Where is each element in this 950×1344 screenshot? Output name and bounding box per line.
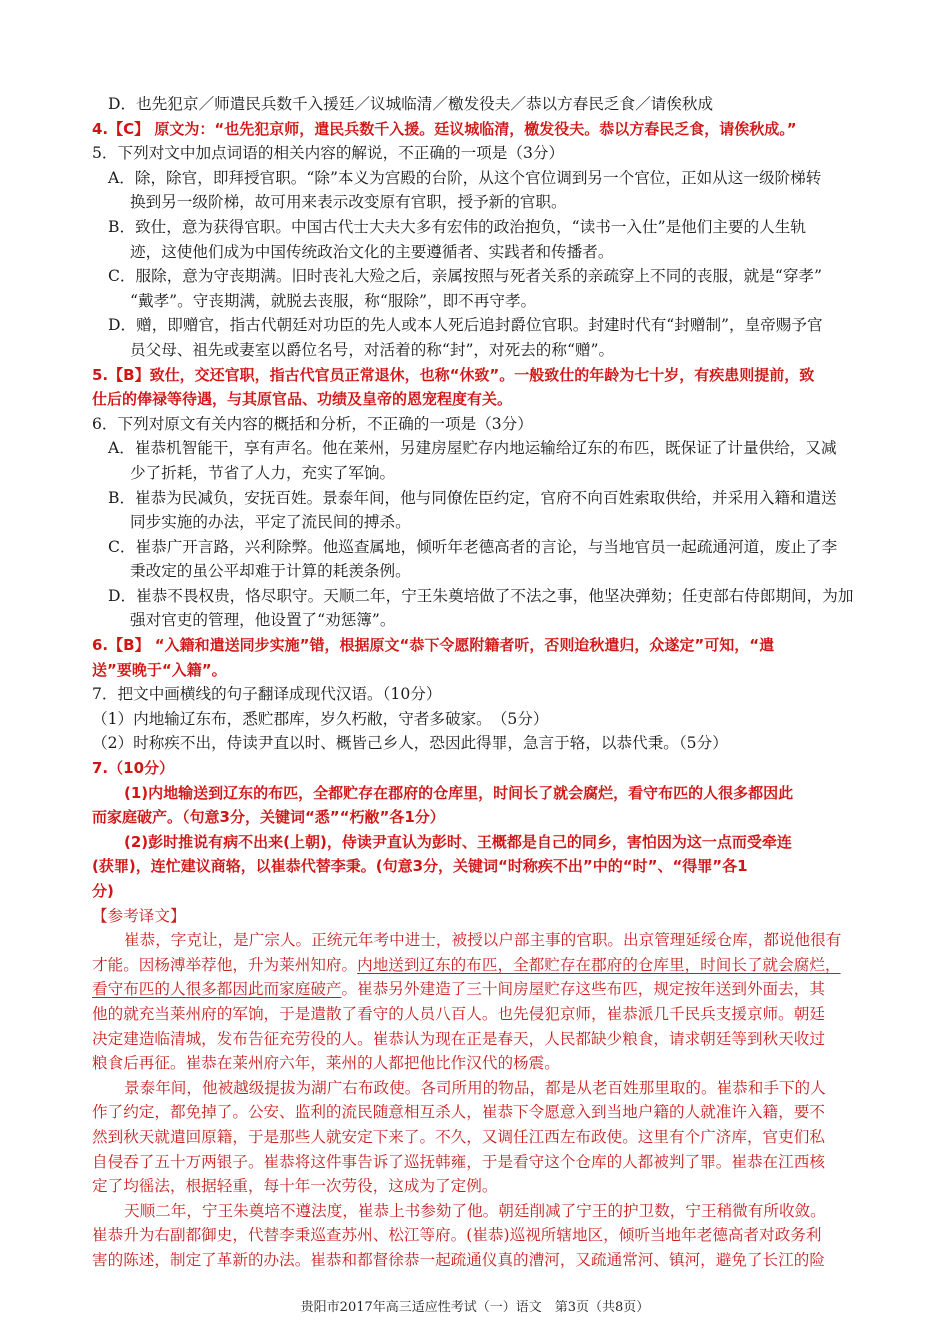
line-text: 自侵吞了五十万两银子。崔恭将这件事告诉了巡抚韩雍，于是看守这个仓库的人都被判了罪。崔恭在江西核 — [92, 1152, 825, 1171]
line-text: 天顺二年，宁王朱奠培不遵法度，崔恭上书参劾了他。朝廷削减了宁王的护卫数，宁王稍微有所收敛。 — [124, 1201, 826, 1220]
line-text: 员父母、祖先或妻室以爵位名号，对活着的称“封”，对死去的称“赠”。 — [130, 340, 615, 359]
text-line — [92, 264, 868, 289]
line-text: 崔恭，字克让，是广宗人。正统元年考中进士，被授以户部主事的官职。出京管理延绥仓库，都说他很有 — [124, 931, 842, 950]
line-text: C．服除，意为守丧期满。旧时丧礼大殓之后，亲属按照与死者关系的亲疏穿上不同的丧服，就是“穿孝” — [108, 267, 823, 286]
line-text: 同步实施的办法，平定了流民间的搏杀。 — [130, 513, 411, 532]
line-text: 才能。因杨溥举荐他，升为莱州知府。 — [92, 955, 358, 974]
text-line — [92, 535, 868, 560]
text-line — [92, 1100, 868, 1125]
text-line — [92, 240, 868, 265]
text-line — [92, 117, 868, 142]
line-text: 6．下列对原文有关内容的概括和分析，不正确的一项是（3分） — [92, 414, 533, 433]
text-line — [92, 166, 868, 191]
line-text: 景泰年间，他被越级提拔为湖广右布政使。各司所用的物品，都是从老百姓那里取的。崔恭和手下的人 — [124, 1078, 826, 1097]
text-line — [92, 1076, 868, 1101]
line-text: 分) — [92, 882, 114, 900]
line-text: 强对官吏的管理，他设置了“劝惩簿”。 — [130, 611, 396, 630]
line-text: 7.（10分） — [92, 759, 175, 778]
line-text: D．赠，即赠官，指古代朝廷对功臣的先人或本人死后追封爵位官职。封建时代有“封赠制”，皇帝赐予官 — [108, 316, 823, 335]
text-line — [92, 1223, 868, 1248]
text-line — [92, 1199, 868, 1224]
line-text: 送”要晚于“入籍”。 — [92, 660, 227, 679]
line-text: 仕后的俸禄等待遇，与其原官品、功绩及皇帝的恩宠程度有关。 — [92, 390, 513, 409]
text-line — [92, 904, 868, 929]
text-line — [92, 387, 868, 412]
page-content — [92, 92, 868, 1273]
text-line — [92, 559, 868, 584]
text-line — [92, 215, 868, 240]
text-line — [92, 781, 868, 806]
text-line — [92, 1051, 868, 1076]
line-text: 定了均徭法，根据轻重，每十年一次劳役，这成为了定例。 — [92, 1177, 498, 1196]
line-text: 作了约定，都免掉了。公安、监利的流民随意相互杀人，崔恭下令愿意入到当地户籍的人就准许入籍，要不 — [92, 1103, 825, 1122]
text-line — [92, 510, 868, 535]
line-text: 决定建造临清城，发布告征充劳役的人。崔恭认为现在正是春天，人民都缺少粮食，请求朝廷等到秋天收过 — [92, 1029, 825, 1048]
text-line — [92, 879, 868, 904]
text-line — [92, 830, 868, 855]
text-line — [92, 658, 868, 683]
text-line — [92, 412, 868, 437]
text-line — [92, 289, 868, 314]
text-line — [92, 363, 868, 388]
text-line — [92, 584, 868, 609]
line-text: 6.【B】 “入籍和遣送同步实施”错，根据原文“恭下令愿附籍者听，否则迨秋遣归，众遂定”可知，“遣 — [92, 636, 775, 655]
text-line — [92, 1027, 868, 1052]
text-line — [92, 953, 868, 978]
line-text: D．崔恭不畏权贵，恪尽职守。天顺二年，宁王朱奠培做了不法之事，他坚决弹劾；任吏部右侍郎期间，为加 — [108, 586, 854, 605]
line-text: 崔恭升为右副都御史，代替李秉巡查苏州、松江等府。(崔恭)巡视所辖地区，倾听当地年老德高者对政务利 — [92, 1226, 822, 1245]
underlined-text: 看守布匹的人很多都因此而家庭破产 — [92, 980, 342, 999]
line-text: 害的陈述，制定了革新的办法。崔恭和都督徐恭一起疏通仪真的漕河，又疏通常河、镇河，避免了长江的险 — [92, 1250, 825, 1269]
text-line — [92, 1150, 868, 1175]
line-text: 。崔恭另外建造了三十间房屋贮存这些布匹，规定按年送到外面去，其 — [341, 980, 825, 999]
line-text: 少了折耗，节省了人力，充实了军饷。 — [130, 463, 396, 482]
line-text: 【参考译文】 — [92, 906, 186, 925]
line-text: “戴孝”。守丧期满，就脱去丧服，称“服除”，即不再守孝。 — [130, 291, 537, 310]
text-line — [92, 486, 868, 511]
line-text: B．致仕，意为获得官职。中国古代士大夫大多有宏伟的政治抱负，“读书一入仕”是他们主要的人生轨 — [108, 217, 806, 236]
line-text: (1)内地输送到辽东的布匹，全都贮存在郡府的仓库里，时间长了就会腐烂，看守布匹的人很多都因此 — [124, 783, 794, 802]
line-text: D．也先犯京／师遣民兵数千入援廷／议城临清／檄发役夫／恭以方春民乏食／请俟秋成 — [108, 95, 714, 113]
text-line — [92, 977, 868, 1002]
text-line — [92, 1174, 868, 1199]
text-line — [92, 928, 868, 953]
text-line — [92, 1248, 868, 1273]
text-line — [92, 461, 868, 486]
line-text: （2）时称疾不出，侍读尹直以时、概皆己乡人，恐因此得罪，急言于辂，以恭代秉。（5分） — [92, 734, 728, 753]
text-line — [92, 608, 868, 633]
underlined-text: 内地送到辽东的布匹，全都贮存在郡府的仓库里，时间长了就会腐烂， — [357, 955, 841, 974]
line-text: 5．下列对文中加点词语的相关内容的解说，不正确的一项是（3分） — [92, 144, 565, 163]
line-text: （1）内地输辽东布，悉贮郡库，岁久朽敝，守者多破家。 （5分） — [92, 709, 549, 728]
line-text: 粮食后再征。崔恭在莱州府六年，莱州的人都把他比作汉代的杨震。 — [92, 1054, 560, 1073]
text-line — [92, 190, 868, 215]
text-line — [92, 731, 868, 756]
line-text: A．崔恭机智能干，享有声名。他在莱州，另建房屋贮存内地运输给辽东的布匹，既保证了计量供给，又减 — [108, 439, 837, 458]
text-line — [92, 1125, 868, 1150]
text-line — [92, 338, 868, 363]
text-line — [92, 313, 868, 338]
line-text: 迹，这使他们成为中国传统政治文化的主要遵循者、实践者和传播者。 — [130, 242, 614, 261]
text-line — [92, 854, 868, 879]
text-line — [92, 707, 868, 732]
line-text: (2)彭时推说有病不出来(上朝)，侍读尹直认为彭时、王概都是自己的同乡，害怕因为这一点而受牵连 — [124, 832, 792, 851]
page-footer: 贵阳市2017年高三适应性考试（一）语文 第3页（共8页） — [300, 1300, 650, 1315]
text-line — [92, 805, 868, 830]
line-text: 4.【C】 原文为：“也先犯京师，遣民兵数千入援。廷议城临清，檄发役夫。恭以方春民乏食，请俟秋成。” — [92, 119, 797, 138]
text-line — [92, 682, 868, 707]
line-text: 5.【B】致仕，交还官职，指古代官员正常退休，也称“休致”。一般致仕的年龄为七十岁，有疾患则提前，致 — [92, 365, 815, 384]
line-text: B．崔恭为民减负，安抚百姓。景泰年间，他与同僚佐臣约定，官府不向百姓索取供给，并采用入籍和遣送 — [108, 488, 837, 507]
line-text: 然到秋天就遣回原籍，于是那些人就安定下来了。不久，又调任江西左布政使。这里有个广济库，官吏们私 — [92, 1127, 825, 1146]
line-text: 7．把文中画横线的句子翻译成现代汉语。（10分） — [92, 685, 442, 704]
line-text: (获罪)，连忙建议商辂，以崔恭代替李秉。(句意3分，关键词“时称疾不出”中的“时”、“得罪”各1 — [92, 857, 748, 876]
line-text: 换到另一级阶梯，故可用来表示改变原有官职，授予新的官职。 — [130, 193, 567, 212]
line-text: C．崔恭广开言路，兴利除弊。他巡查属地，倾听年老德高者的言论，与当地官员一起疏通河道，废止了李 — [108, 537, 838, 556]
text-line — [92, 633, 868, 658]
text-line — [92, 92, 868, 117]
line-text: 而家庭破产。（句意3分，关键词“悉”“朽敝”各1分） — [92, 808, 445, 827]
text-line — [92, 1002, 868, 1027]
text-line — [92, 436, 868, 461]
line-text: 秉改定的虽公平却难于计算的耗羡条例。 — [130, 562, 411, 581]
line-text: A．除，除官，即拜授官职。“除”本义为宫殿的台阶，从这个官位调到另一个官位，正如从这一级阶梯转 — [108, 168, 822, 187]
line-text: 他的就充当莱州府的军饷，于是遣散了看守的人员八百人。也先侵犯京师，崔恭派几千民兵支援京师。朝廷 — [92, 1004, 825, 1023]
text-line — [92, 141, 868, 166]
text-line — [92, 756, 868, 781]
